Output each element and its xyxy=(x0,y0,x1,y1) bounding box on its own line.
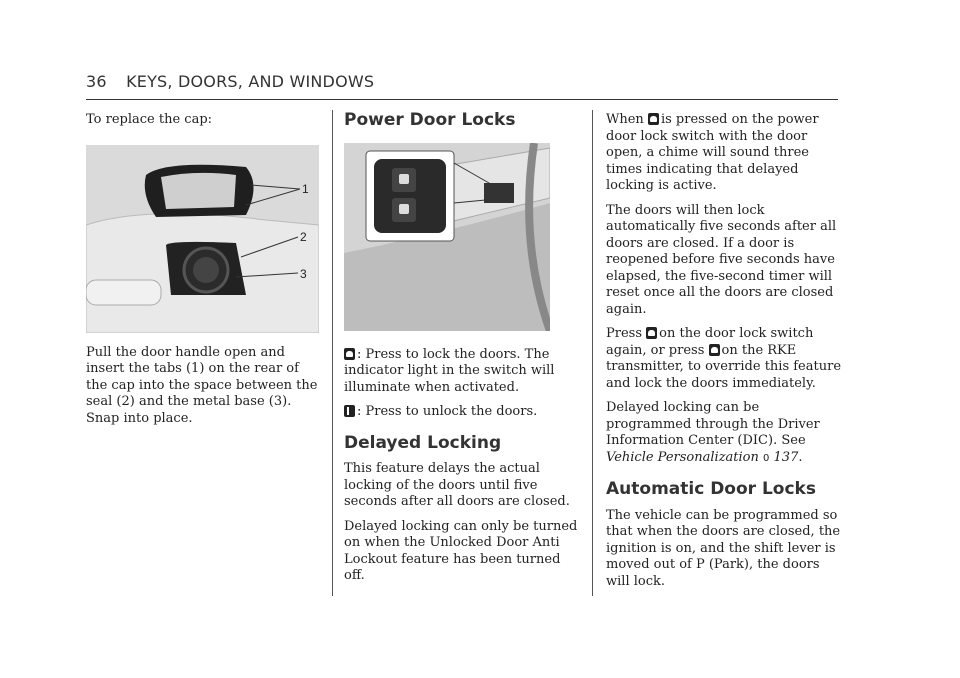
cap-figure xyxy=(86,145,319,333)
page-number: 36 xyxy=(86,72,107,91)
column-1 xyxy=(86,112,321,435)
p1-pre: When xyxy=(606,112,644,127)
page-ref-number[interactable]: 137 xyxy=(773,449,799,465)
unlock-icon xyxy=(344,405,355,417)
vehicle-personalization-link[interactable]: Vehicle Personalization xyxy=(606,449,759,465)
delayed-paragraph-2: Delayed locking can only be turned on when the Unlocked Door Anti Lockout feature has been turned off. xyxy=(344,518,578,583)
cap-instructions: Pull the door handle open and insert the tabs (1) on the rear of the cap into the space between the seal (2) and the metal base (3). Snap into place. xyxy=(86,344,318,426)
col3-paragraph-1 xyxy=(606,112,841,195)
unlock-description-text: : Press to unlock the doors. xyxy=(357,404,538,419)
col3-paragraph-5: The vehicle can be programmed so that when the doors are closed, the ignition is on, and the shift lever is moved out of P (Park), the doors will lock. xyxy=(606,507,841,589)
callout-1: 1 xyxy=(302,181,309,196)
page-ref-icon: 0 xyxy=(763,452,770,464)
heading-automatic-door-locks: Automatic Door Locks xyxy=(606,479,816,499)
p3-b: on the door lock switch again, or press xyxy=(606,326,814,358)
section-title: KEYS, DOORS, AND WINDOWS xyxy=(126,72,375,91)
p4-text: Delayed locking can be programmed through the Driver Information Center (DIC). See xyxy=(606,400,820,448)
column-2 xyxy=(344,112,584,593)
lock-description-text: : Press to lock the doors. The indicator light in the switch will illuminate when activated. xyxy=(344,346,555,395)
p4-end: . xyxy=(798,449,803,465)
cap-illustration xyxy=(86,145,319,333)
heading-power-door-locks: Power Door Locks xyxy=(344,110,516,130)
door-switch-figure xyxy=(344,143,550,331)
callout-2: 2 xyxy=(300,229,307,244)
lock-description xyxy=(344,347,584,397)
col3-paragraph-4 xyxy=(606,400,841,467)
column-3 xyxy=(606,112,841,598)
delayed-paragraph-1: This feature delays the actual locking of the doors until five seconds after all doors are closed. xyxy=(344,461,570,509)
p3-c: on the RKE transmitter, to override this feature and lock the doors immediately. xyxy=(606,342,842,391)
heading-delayed-locking: Delayed Locking xyxy=(344,432,502,453)
lock-icon xyxy=(648,113,659,125)
column-divider xyxy=(592,110,593,596)
lock-icon xyxy=(646,327,657,339)
col3-paragraph-3 xyxy=(606,326,841,392)
page-header xyxy=(86,72,374,91)
door-switch-illustration xyxy=(344,143,550,331)
intro-text: To replace the cap: xyxy=(86,112,213,127)
lock-icon xyxy=(344,348,355,360)
column-divider xyxy=(332,110,333,596)
col3-paragraph-2: The doors will then lock automatically five seconds after all doors are closed. If a door is reopened before five seconds have elapsed, the five-second timer will reset once all the doors are closed again. xyxy=(606,202,837,317)
lock-icon xyxy=(709,344,720,356)
p3-a: Press xyxy=(606,326,642,341)
callout-3: 3 xyxy=(300,266,307,281)
header-rule xyxy=(86,99,838,100)
p1-post: is pressed on the power door lock switch with the door open, a chime will sound three times indicating that delayed locking is active. xyxy=(606,112,819,193)
unlock-description xyxy=(344,404,584,421)
